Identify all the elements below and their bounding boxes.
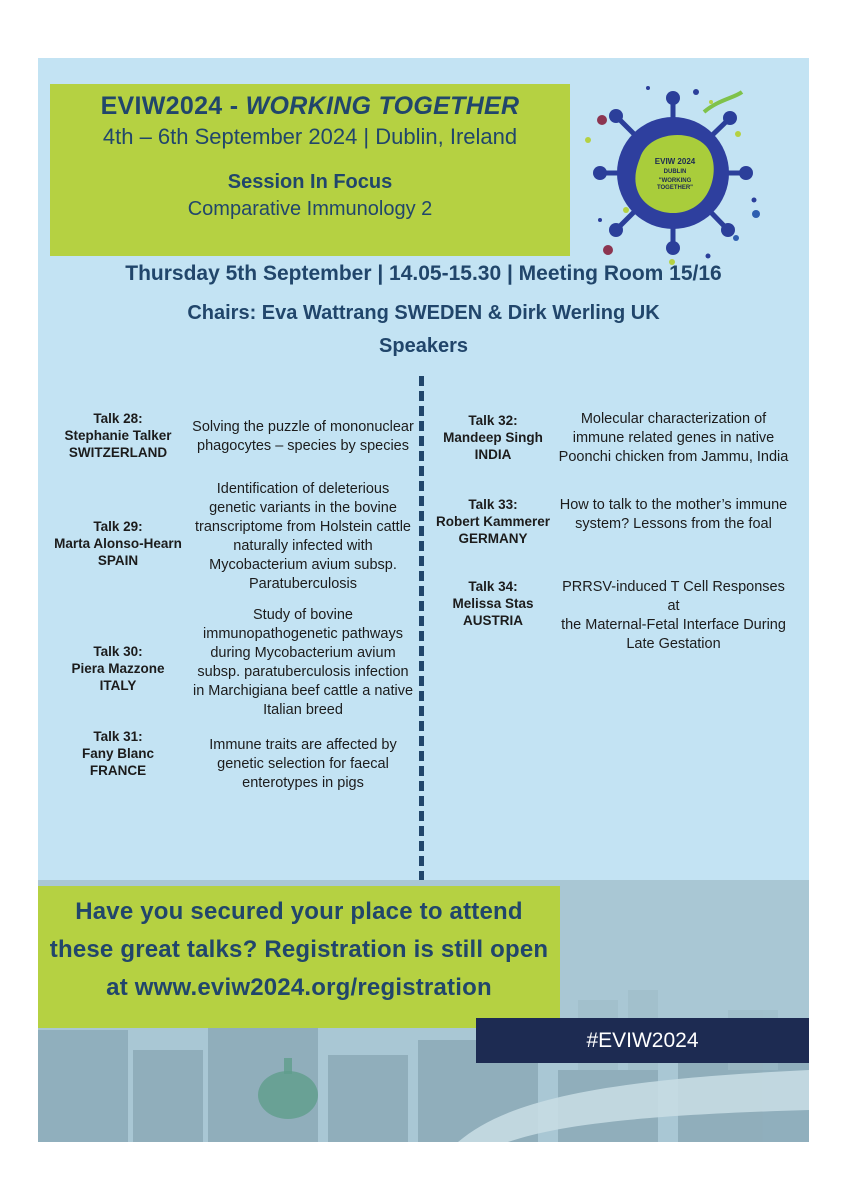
talk-speaker bbox=[48, 728, 188, 779]
talk-speaker bbox=[48, 518, 188, 569]
talk-title-line: Molecular characterization of bbox=[580, 411, 767, 427]
talk-speaker bbox=[432, 578, 554, 629]
speaker-name: Melissa Stas bbox=[452, 596, 534, 611]
poster bbox=[38, 58, 809, 1142]
talk-title-line: immunopathogenetic pathways bbox=[203, 626, 403, 642]
column-divider bbox=[419, 376, 424, 896]
talk-number: Talk 29: bbox=[93, 519, 143, 534]
talk-title-line: Mycobacterium avium subsp. bbox=[209, 557, 397, 573]
talk-speaker bbox=[432, 496, 554, 547]
talk-number: Talk 32: bbox=[468, 413, 518, 428]
talk-number: Talk 33: bbox=[468, 497, 518, 512]
talk-title-line: Solving the puzzle of mononuclear bbox=[192, 419, 414, 435]
logo-text-3: "WORKING bbox=[658, 178, 692, 184]
logo-text-4: TOGETHER" bbox=[656, 185, 694, 191]
speaker-name: Stephanie Talker bbox=[64, 428, 172, 443]
talk-title-line: genetic variants in the bovine bbox=[209, 500, 397, 516]
talk-title bbox=[188, 606, 418, 720]
talk-title-line: How to talk to the mother’s immune bbox=[559, 497, 788, 513]
speakers-heading: Speakers bbox=[379, 335, 468, 357]
speaker-country: AUSTRIA bbox=[463, 613, 523, 628]
talk-title-line: Italian breed bbox=[263, 702, 343, 718]
hashtag-badge: #EVIW2024 bbox=[476, 1018, 809, 1063]
speaker-country: SPAIN bbox=[97, 553, 139, 568]
talk-title-line: the Maternal-Fetal Interface During bbox=[561, 617, 786, 633]
talk-title-line: Paratuberculosis bbox=[249, 576, 357, 592]
talk-number: Talk 34: bbox=[468, 579, 518, 594]
session-chairs: Chairs: Eva Wattrang SWEDEN & Dirk Werling UK bbox=[187, 302, 660, 324]
talk-title bbox=[188, 480, 418, 594]
event-dates: 4th – 6th September 2024 | Dublin, Ireland bbox=[102, 124, 518, 149]
speaker-country: INDIA bbox=[474, 447, 512, 462]
speaker-country: ITALY bbox=[99, 678, 137, 693]
logo-text-1: EVIW 2024 bbox=[654, 157, 696, 166]
talk-title bbox=[188, 736, 418, 793]
event-title bbox=[50, 92, 570, 121]
eviw-virus-logo bbox=[578, 80, 768, 266]
event-title-prefix: EVIW2024 - bbox=[100, 92, 246, 120]
speaker-country: SWITZERLAND bbox=[68, 445, 168, 460]
speaker-country: FRANCE bbox=[89, 763, 147, 778]
talk-title-line: Poonchi chicken from Jammu, India bbox=[558, 449, 789, 465]
speaker-name: Robert Kammerer bbox=[435, 514, 551, 529]
talk-title-line: transcriptome from Holstein cattle bbox=[195, 519, 411, 535]
talk-title-line: Late Gestation bbox=[626, 636, 721, 652]
talk-title-line: enterotypes in pigs bbox=[242, 775, 364, 791]
talk-title-line: in Marchigiana beef cattle a native bbox=[192, 683, 414, 699]
talk-title-line: Identification of deleterious bbox=[216, 481, 390, 497]
talk-title-line: system? Lessons from the foal bbox=[575, 516, 772, 532]
talk-title bbox=[556, 410, 791, 467]
event-tagline: WORKING TOGETHER bbox=[245, 92, 520, 120]
talk-title bbox=[188, 418, 418, 456]
session-label: Session In Focus bbox=[227, 171, 393, 193]
cta-line-2: these great talks? Registration is still open bbox=[49, 936, 549, 963]
talk-speaker bbox=[432, 412, 554, 463]
speaker-country: GERMANY bbox=[458, 531, 528, 546]
session-name: Comparative Immunology 2 bbox=[187, 198, 433, 220]
talk-title-line: subsp. paratuberculosis infection bbox=[197, 664, 409, 680]
cta-line-1: Have you secured your place to attend bbox=[75, 898, 523, 925]
talk-title-line: phagocytes – species by species bbox=[197, 438, 409, 454]
speaker-name: Fany Blanc bbox=[81, 746, 155, 761]
header-box bbox=[50, 84, 570, 256]
talk-title bbox=[556, 578, 791, 654]
talk-speaker bbox=[48, 410, 188, 461]
talk-number: Talk 28: bbox=[93, 411, 143, 426]
talk-title-line: Study of bovine bbox=[253, 607, 353, 623]
speaker-name: Marta Alonso-Hearn bbox=[54, 536, 182, 551]
talk-speaker bbox=[48, 643, 188, 694]
cta-registration-link[interactable]: at www.eviw2024.org/registration bbox=[106, 974, 492, 1001]
speaker-name: Mandeep Singh bbox=[443, 430, 543, 445]
session-time-location: Thursday 5th September | 14.05-15.30 | Meeting Room 15/16 bbox=[125, 262, 722, 285]
logo-text-2: DUBLIN bbox=[663, 169, 687, 175]
talk-title-line: PRRSV-induced T Cell Responses at bbox=[562, 579, 785, 614]
talk-title bbox=[556, 496, 791, 534]
registration-callout bbox=[38, 886, 560, 1028]
talk-number: Talk 30: bbox=[93, 644, 143, 659]
talk-number: Talk 31: bbox=[93, 729, 143, 744]
talk-title-line: genetic selection for faecal bbox=[217, 756, 389, 772]
talk-title-line: during Mycobacterium avium bbox=[210, 645, 396, 661]
talk-title-line: naturally infected with bbox=[233, 538, 373, 554]
speaker-name: Piera Mazzone bbox=[71, 661, 165, 676]
talk-title-line: Immune traits are affected by bbox=[209, 737, 397, 753]
talk-title-line: immune related genes in native bbox=[572, 430, 775, 446]
